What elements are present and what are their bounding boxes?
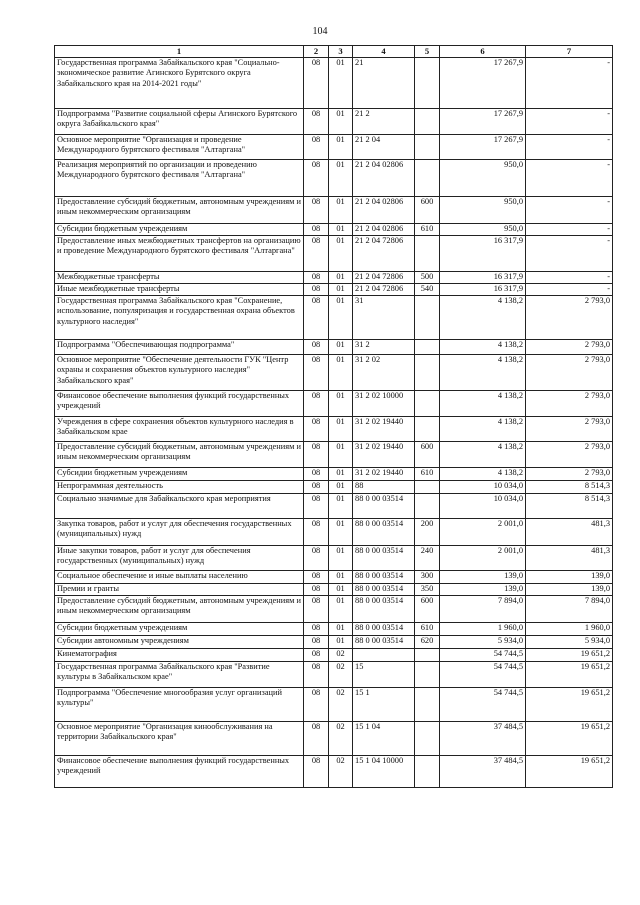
target-article-cell: 21 2 04 02806: [353, 223, 415, 235]
amount-2021-cell: -: [526, 57, 613, 108]
row-name-cell: Государственная программа Забайкальского края "Развитие культуры в Забайкальском крае": [55, 661, 304, 687]
target-article-cell: 21: [353, 57, 415, 108]
expense-type-cell: [415, 480, 440, 493]
subsection-cell: 01: [329, 595, 353, 622]
amount-2020-cell: 950,0: [440, 223, 526, 235]
section-cell: 08: [304, 441, 329, 467]
subsection-cell: 02: [329, 755, 353, 787]
subsection-cell: 01: [329, 354, 353, 390]
table-row: [55, 721, 613, 755]
amount-2021-cell: 19 651,2: [526, 687, 613, 721]
amount-2020-cell: 4 138,2: [440, 416, 526, 441]
table-row: [55, 416, 613, 441]
table-row: [55, 134, 613, 159]
target-article-cell: 21 2 04 02806: [353, 196, 415, 223]
amount-2021-cell: 2 793,0: [526, 467, 613, 480]
row-name-cell: Субсидии автономным учреждениям: [55, 635, 304, 648]
table-row: [55, 545, 613, 570]
subsection-cell: 01: [329, 467, 353, 480]
expense-type-cell: 540: [415, 283, 440, 295]
target-article-cell: 88 0 00 03514: [353, 518, 415, 545]
table-row: [55, 687, 613, 721]
expense-type-cell: [415, 648, 440, 661]
subsection-cell: 02: [329, 648, 353, 661]
section-cell: 08: [304, 354, 329, 390]
amount-2021-cell: 2 793,0: [526, 441, 613, 467]
amount-2021-cell: 1 960,0: [526, 622, 613, 635]
amount-2021-cell: -: [526, 108, 613, 134]
amount-2020-cell: 4 138,2: [440, 339, 526, 354]
row-name-cell: Основное мероприятие "Организация и проведение Международного бурятского фестиваля "Алтаргана": [55, 134, 304, 159]
amount-2020-cell: 37 484,5: [440, 755, 526, 787]
table-row: [55, 295, 613, 339]
row-name-cell: Предоставление иных межбюджетных трансфертов на организацию и проведение Международного бурятского фестиваля "Алтаргана": [55, 235, 304, 271]
row-name-cell: Иные закупки товаров, работ и услуг для обеспечения государственных (муниципальных) нужд: [55, 545, 304, 570]
section-cell: 08: [304, 635, 329, 648]
row-name-cell: Предоставление субсидий бюджетным, автономным учреждениям и иным некоммерческим организациям: [55, 196, 304, 223]
section-cell: 08: [304, 480, 329, 493]
target-article-cell: 15 1 04: [353, 721, 415, 755]
target-article-cell: 31: [353, 295, 415, 339]
table-row: [55, 622, 613, 635]
row-name-cell: Кинематография: [55, 648, 304, 661]
section-cell: 08: [304, 223, 329, 235]
section-cell: 08: [304, 134, 329, 159]
table-row: [55, 635, 613, 648]
target-article-cell: 88 0 00 03514: [353, 583, 415, 595]
row-name-cell: Премии и гранты: [55, 583, 304, 595]
amount-2020-cell: 54 744,5: [440, 661, 526, 687]
expense-type-cell: 610: [415, 467, 440, 480]
amount-2021-cell: 2 793,0: [526, 416, 613, 441]
table-row: [55, 518, 613, 545]
expense-type-cell: [415, 339, 440, 354]
row-name-cell: Подпрограмма "Обеспечивающая подпрограмма": [55, 339, 304, 354]
subsection-cell: 01: [329, 57, 353, 108]
amount-2020-cell: 4 138,2: [440, 295, 526, 339]
column-header: 3: [329, 46, 353, 58]
amount-2020-cell: 950,0: [440, 159, 526, 196]
section-cell: 08: [304, 196, 329, 223]
row-name-cell: Основное мероприятие "Обеспечение деятельности ГУК "Центр охраны и сохранения объектов культурного наследия" Забайкальского края": [55, 354, 304, 390]
section-cell: 08: [304, 235, 329, 271]
subsection-cell: 02: [329, 661, 353, 687]
section-cell: 08: [304, 271, 329, 283]
amount-2021-cell: 19 651,2: [526, 721, 613, 755]
table-row: [55, 570, 613, 583]
amount-2020-cell: 139,0: [440, 570, 526, 583]
target-article-cell: 88 0 00 03514: [353, 545, 415, 570]
expense-type-cell: [415, 687, 440, 721]
amount-2021-cell: 19 651,2: [526, 755, 613, 787]
expense-type-cell: 500: [415, 271, 440, 283]
section-cell: 08: [304, 583, 329, 595]
amount-2020-cell: 950,0: [440, 196, 526, 223]
subsection-cell: 01: [329, 196, 353, 223]
expense-type-cell: 240: [415, 545, 440, 570]
amount-2021-cell: 2 793,0: [526, 390, 613, 416]
row-name-cell: Подпрограмма "Развитие социальной сферы Агинского Бурятского округа Забайкальского края": [55, 108, 304, 134]
target-article-cell: 21 2 04 72806: [353, 283, 415, 295]
section-cell: 08: [304, 518, 329, 545]
section-cell: 08: [304, 283, 329, 295]
table-row: [55, 196, 613, 223]
section-cell: 08: [304, 339, 329, 354]
subsection-cell: 01: [329, 134, 353, 159]
subsection-cell: 01: [329, 441, 353, 467]
table-row: [55, 493, 613, 518]
subsection-cell: 01: [329, 518, 353, 545]
amount-2020-cell: 17 267,9: [440, 134, 526, 159]
amount-2020-cell: 54 744,5: [440, 648, 526, 661]
budget-table: [54, 45, 613, 788]
target-article-cell: 88 0 00 03514: [353, 493, 415, 518]
amount-2021-cell: 8 514,3: [526, 480, 613, 493]
expense-type-cell: [415, 295, 440, 339]
section-cell: 08: [304, 755, 329, 787]
table-body: [55, 57, 613, 787]
expense-type-cell: 620: [415, 635, 440, 648]
amount-2021-cell: 2 793,0: [526, 339, 613, 354]
table-row: [55, 223, 613, 235]
amount-2020-cell: 17 267,9: [440, 108, 526, 134]
table-row: [55, 480, 613, 493]
target-article-cell: 15 1 04 10000: [353, 755, 415, 787]
target-article-cell: 15 1: [353, 687, 415, 721]
table-row: [55, 648, 613, 661]
section-cell: 08: [304, 661, 329, 687]
section-cell: 08: [304, 721, 329, 755]
amount-2020-cell: 54 744,5: [440, 687, 526, 721]
target-article-cell: 31 2 02: [353, 354, 415, 390]
section-cell: 08: [304, 57, 329, 108]
section-cell: 08: [304, 493, 329, 518]
row-name-cell: Предоставление субсидий бюджетным, автономным учреждениям и иным некоммерческим организациям: [55, 595, 304, 622]
subsection-cell: 01: [329, 271, 353, 283]
table-row: [55, 57, 613, 108]
subsection-cell: 01: [329, 223, 353, 235]
target-article-cell: 88 0 00 03514: [353, 622, 415, 635]
table-row: [55, 283, 613, 295]
section-cell: 08: [304, 390, 329, 416]
amount-2021-cell: 19 651,2: [526, 648, 613, 661]
row-name-cell: Закупка товаров, работ и услуг для обеспечения государственных (муниципальных) нужд: [55, 518, 304, 545]
section-cell: 08: [304, 416, 329, 441]
section-cell: 08: [304, 570, 329, 583]
column-header: 6: [440, 46, 526, 58]
amount-2021-cell: 2 793,0: [526, 295, 613, 339]
target-article-cell: 21 2 04 72806: [353, 235, 415, 271]
row-name-cell: Государственная программа Забайкальского края "Сохранение, использование, популяризация и государственная охрана объектов культурного наследия": [55, 295, 304, 339]
expense-type-cell: 610: [415, 622, 440, 635]
expense-type-cell: [415, 134, 440, 159]
column-header: 1: [55, 46, 304, 58]
row-name-cell: Учреждения в сфере сохранения объектов культурного наследия в Забайкальском крае: [55, 416, 304, 441]
amount-2020-cell: 16 317,9: [440, 283, 526, 295]
table-row: [55, 354, 613, 390]
target-article-cell: 88 0 00 03514: [353, 595, 415, 622]
table-row: [55, 595, 613, 622]
row-name-cell: Субсидии бюджетным учреждениям: [55, 467, 304, 480]
subsection-cell: 01: [329, 480, 353, 493]
expense-type-cell: 350: [415, 583, 440, 595]
section-cell: 08: [304, 108, 329, 134]
subsection-cell: 02: [329, 687, 353, 721]
target-article-cell: 21 2 04: [353, 134, 415, 159]
subsection-cell: 01: [329, 635, 353, 648]
table-row: [55, 339, 613, 354]
expense-type-cell: [415, 416, 440, 441]
subsection-cell: 01: [329, 545, 353, 570]
target-article-cell: 31 2: [353, 339, 415, 354]
amount-2021-cell: 139,0: [526, 570, 613, 583]
amount-2021-cell: -: [526, 235, 613, 271]
table-row: [55, 390, 613, 416]
section-cell: 08: [304, 295, 329, 339]
expense-type-cell: 600: [415, 595, 440, 622]
subsection-cell: 01: [329, 108, 353, 134]
row-name-cell: Подпрограмма "Обеспечение многообразия услуг организаций культуры": [55, 687, 304, 721]
amount-2021-cell: -: [526, 283, 613, 295]
row-name-cell: Основное мероприятие "Организация кинообслуживания на территории Забайкальского края": [55, 721, 304, 755]
table-row: [55, 661, 613, 687]
table-row: [55, 235, 613, 271]
target-article-cell: 88 0 00 03514: [353, 635, 415, 648]
subsection-cell: 01: [329, 339, 353, 354]
table-row: [55, 441, 613, 467]
subsection-cell: 02: [329, 721, 353, 755]
subsection-cell: 01: [329, 493, 353, 518]
row-name-cell: Непрограммная деятельность: [55, 480, 304, 493]
amount-2021-cell: 481,3: [526, 518, 613, 545]
amount-2020-cell: 16 317,9: [440, 271, 526, 283]
amount-2020-cell: 4 138,2: [440, 390, 526, 416]
subsection-cell: 01: [329, 283, 353, 295]
column-header: 2: [304, 46, 329, 58]
row-name-cell: Финансовое обеспечение выполнения функций государственных учреждений: [55, 390, 304, 416]
amount-2021-cell: 7 894,0: [526, 595, 613, 622]
target-article-cell: 31 2 02 10000: [353, 390, 415, 416]
target-article-cell: 31 2 02 19440: [353, 441, 415, 467]
amount-2021-cell: -: [526, 134, 613, 159]
subsection-cell: 01: [329, 570, 353, 583]
amount-2020-cell: 2 001,0: [440, 545, 526, 570]
row-name-cell: Государственная программа Забайкальского края "Социально-экономическое развитие Агинского Бурятского округа Забайкальского края на 2014-2021 годы": [55, 57, 304, 108]
section-cell: 08: [304, 595, 329, 622]
amount-2020-cell: 139,0: [440, 583, 526, 595]
expense-type-cell: 300: [415, 570, 440, 583]
amount-2020-cell: 7 894,0: [440, 595, 526, 622]
expense-type-cell: [415, 159, 440, 196]
expense-type-cell: [415, 755, 440, 787]
subsection-cell: 01: [329, 235, 353, 271]
expense-type-cell: [415, 493, 440, 518]
expense-type-cell: [415, 57, 440, 108]
target-article-cell: 21 2: [353, 108, 415, 134]
table-row: [55, 271, 613, 283]
amount-2020-cell: 4 138,2: [440, 467, 526, 480]
table-row: [55, 159, 613, 196]
expense-type-cell: [415, 354, 440, 390]
target-article-cell: 88 0 00 03514: [353, 570, 415, 583]
row-name-cell: Финансовое обеспечение выполнения функций государственных учреждений: [55, 755, 304, 787]
section-cell: 08: [304, 687, 329, 721]
amount-2021-cell: -: [526, 159, 613, 196]
amount-2020-cell: 4 138,2: [440, 354, 526, 390]
row-name-cell: Социально значимые для Забайкальского края мероприятия: [55, 493, 304, 518]
expense-type-cell: 600: [415, 196, 440, 223]
expense-type-cell: [415, 235, 440, 271]
subsection-cell: 01: [329, 622, 353, 635]
column-header: 5: [415, 46, 440, 58]
section-cell: 08: [304, 545, 329, 570]
column-header: 4: [353, 46, 415, 58]
table-row: [55, 467, 613, 480]
target-article-cell: [353, 648, 415, 661]
amount-2021-cell: 8 514,3: [526, 493, 613, 518]
target-article-cell: 21 2 04 02806: [353, 159, 415, 196]
subsection-cell: 01: [329, 416, 353, 441]
amount-2021-cell: 481,3: [526, 545, 613, 570]
expense-type-cell: [415, 721, 440, 755]
section-cell: 08: [304, 159, 329, 196]
row-name-cell: Субсидии бюджетным учреждениям: [55, 223, 304, 235]
subsection-cell: 01: [329, 295, 353, 339]
row-name-cell: Иные межбюджетные трансферты: [55, 283, 304, 295]
amount-2021-cell: -: [526, 271, 613, 283]
table-header-row: [55, 46, 613, 58]
amount-2020-cell: 10 034,0: [440, 493, 526, 518]
row-name-cell: Межбюджетные трансферты: [55, 271, 304, 283]
amount-2020-cell: 1 960,0: [440, 622, 526, 635]
subsection-cell: 01: [329, 583, 353, 595]
amount-2021-cell: 5 934,0: [526, 635, 613, 648]
row-name-cell: Предоставление субсидий бюджетным, автономным учреждениям и иным некоммерческим организациям: [55, 441, 304, 467]
table-row: [55, 108, 613, 134]
row-name-cell: Социальное обеспечение и иные выплаты населению: [55, 570, 304, 583]
target-article-cell: 21 2 04 72806: [353, 271, 415, 283]
amount-2021-cell: 2 793,0: [526, 354, 613, 390]
amount-2020-cell: 5 934,0: [440, 635, 526, 648]
subsection-cell: 01: [329, 159, 353, 196]
section-cell: 08: [304, 467, 329, 480]
section-cell: 08: [304, 622, 329, 635]
amount-2020-cell: 16 317,9: [440, 235, 526, 271]
row-name-cell: Субсидии бюджетным учреждениям: [55, 622, 304, 635]
expense-type-cell: 600: [415, 441, 440, 467]
expense-type-cell: [415, 108, 440, 134]
table-row: [55, 583, 613, 595]
amount-2020-cell: 17 267,9: [440, 57, 526, 108]
target-article-cell: 88: [353, 480, 415, 493]
column-header: 7: [526, 46, 613, 58]
target-article-cell: 15: [353, 661, 415, 687]
amount-2021-cell: 139,0: [526, 583, 613, 595]
amount-2021-cell: -: [526, 196, 613, 223]
amount-2020-cell: 2 001,0: [440, 518, 526, 545]
amount-2020-cell: 10 034,0: [440, 480, 526, 493]
table-row: [55, 755, 613, 787]
expense-type-cell: [415, 390, 440, 416]
section-cell: 08: [304, 648, 329, 661]
amount-2020-cell: 37 484,5: [440, 721, 526, 755]
page-number: 104: [312, 26, 328, 37]
target-article-cell: 31 2 02 19440: [353, 416, 415, 441]
expense-type-cell: [415, 661, 440, 687]
subsection-cell: 01: [329, 390, 353, 416]
row-name-cell: Реализация мероприятий по организации и проведению Международного бурятского фестиваля "Алтаргана": [55, 159, 304, 196]
expense-type-cell: 200: [415, 518, 440, 545]
amount-2021-cell: -: [526, 223, 613, 235]
expense-type-cell: 610: [415, 223, 440, 235]
amount-2020-cell: 4 138,2: [440, 441, 526, 467]
target-article-cell: 31 2 02 19440: [353, 467, 415, 480]
amount-2021-cell: 19 651,2: [526, 661, 613, 687]
